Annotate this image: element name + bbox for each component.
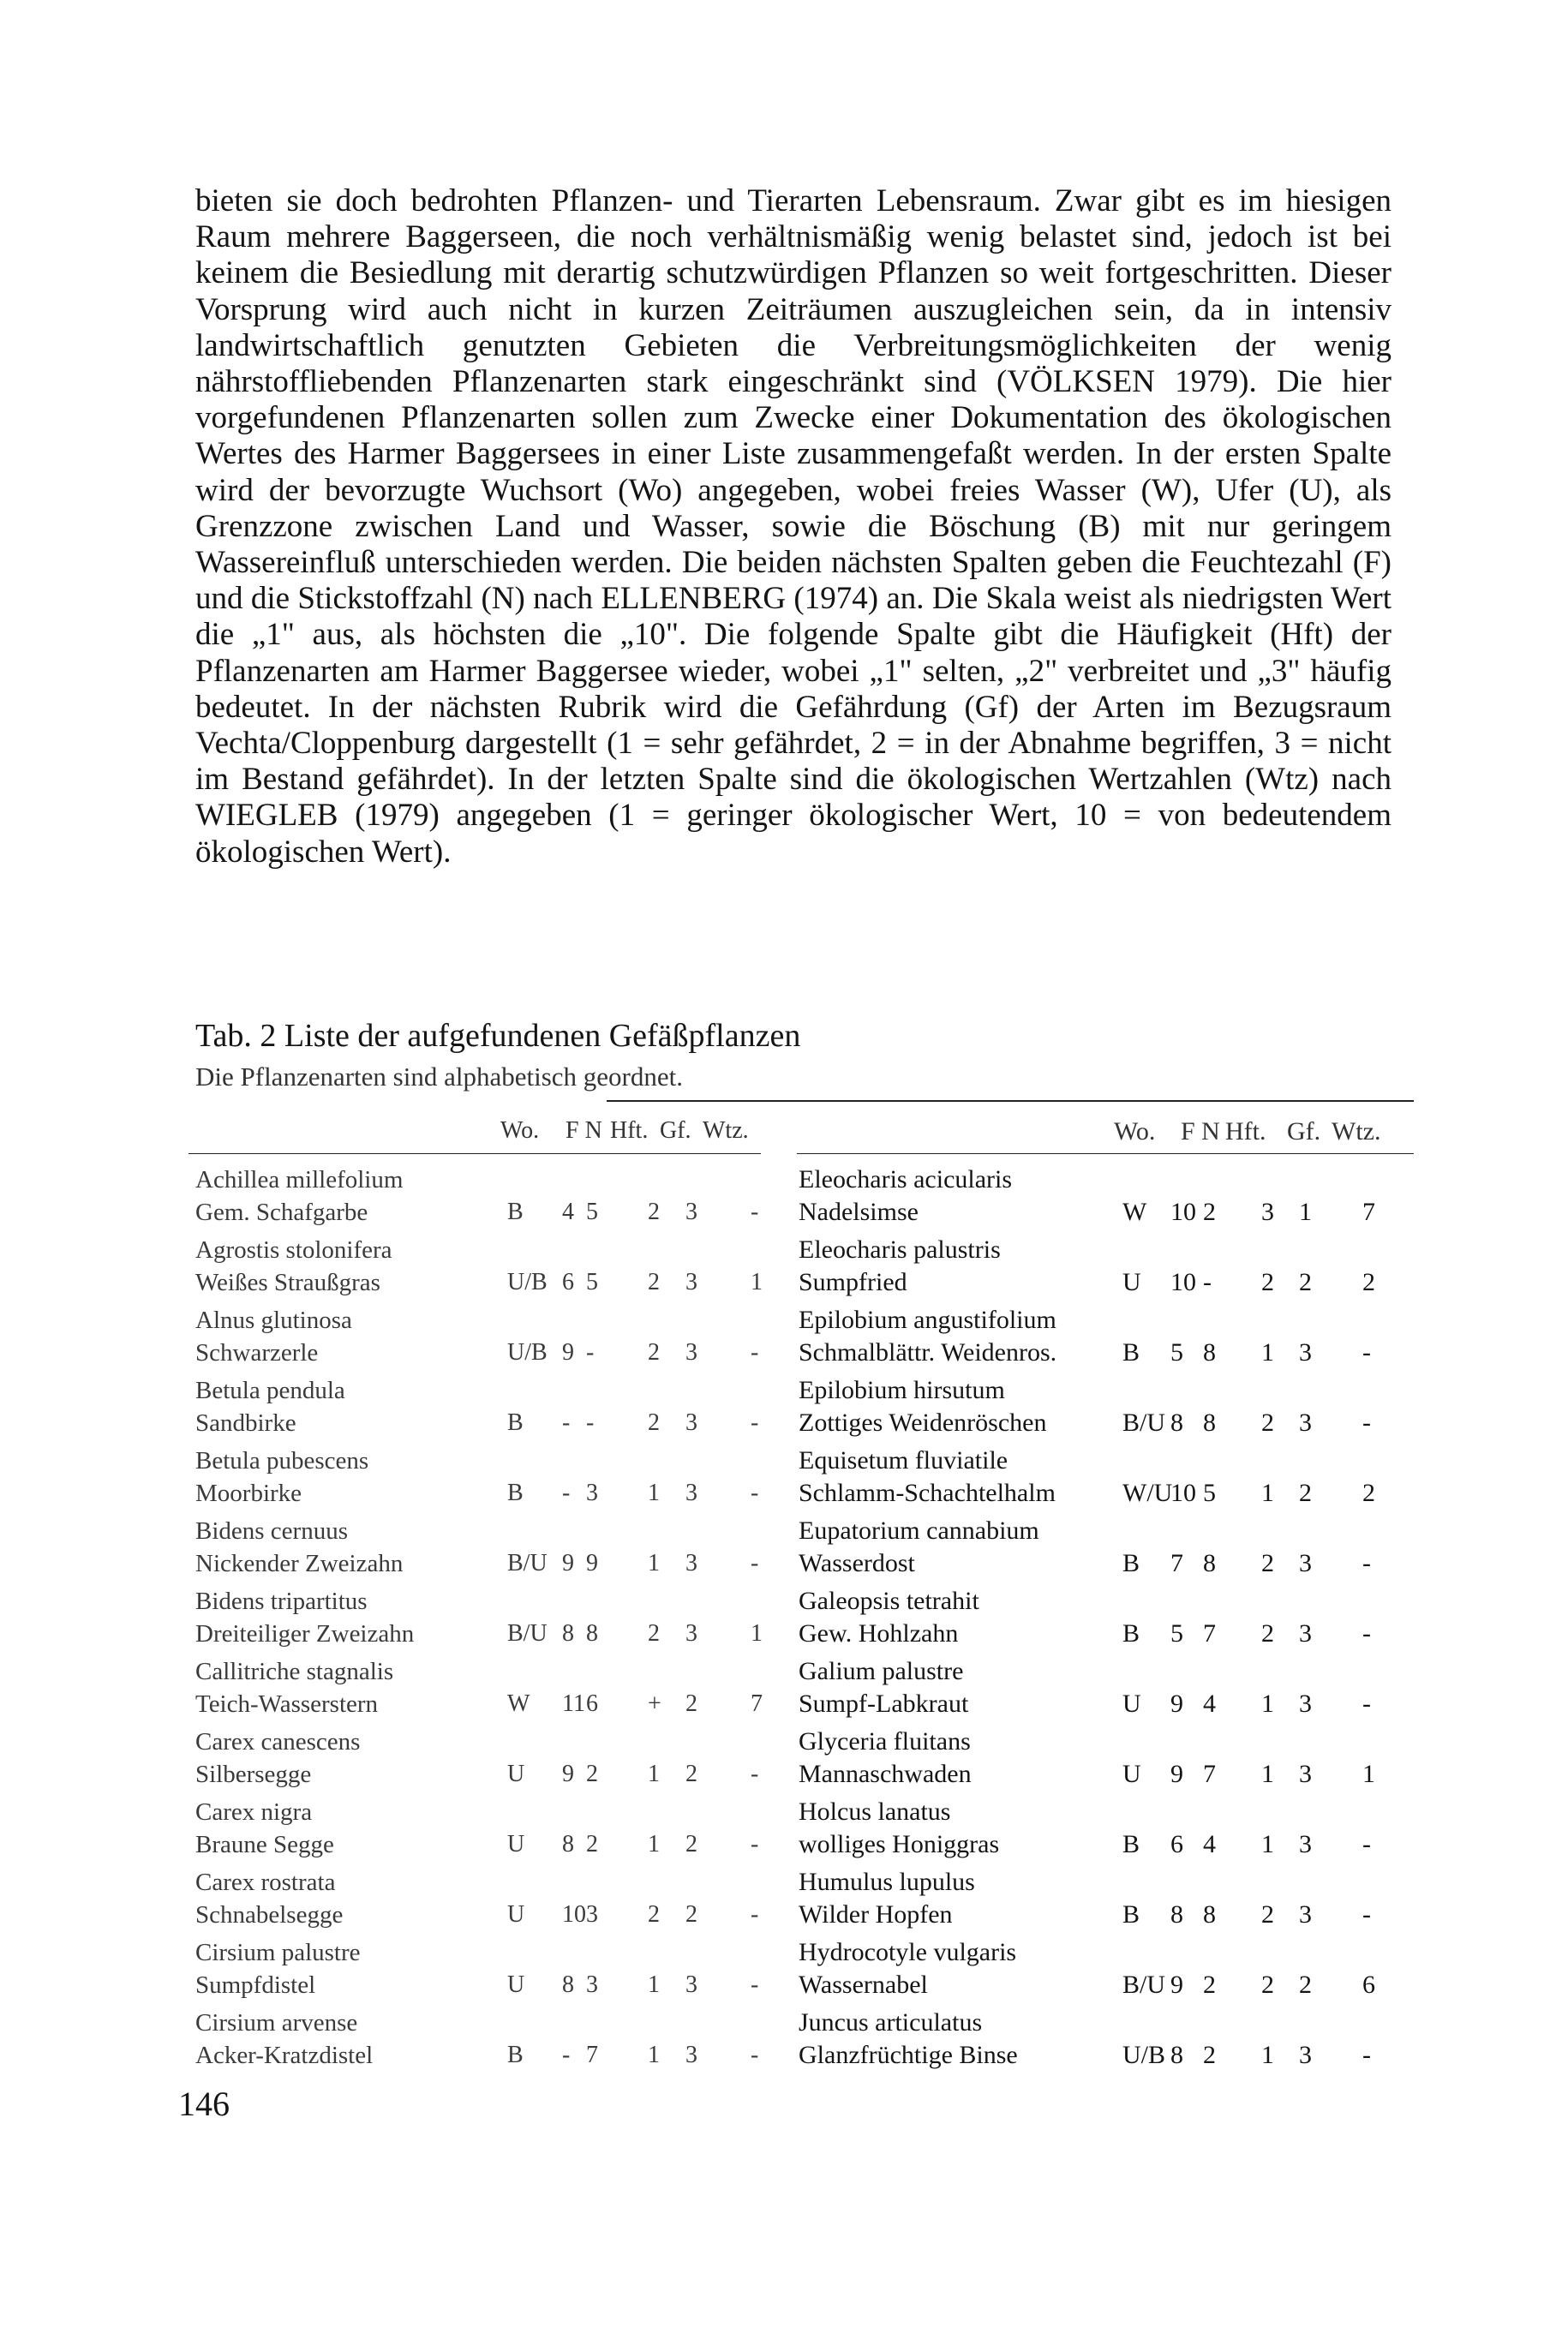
species-latin-name: Galeopsis tetrahit (799, 1587, 979, 1615)
cell-wtz: - (751, 1971, 759, 1998)
table-row (0, 1938, 1457, 2008)
cell-hft: 2 (648, 1339, 660, 1366)
cell-f: 9 (1170, 1690, 1183, 1718)
cell-wtz: - (1362, 1900, 1371, 1929)
species-common-name: Gew. Hohlzahn (799, 1619, 959, 1648)
cell-gf: 3 (1299, 1338, 1312, 1367)
cell-wo: U (507, 1831, 525, 1857)
cell-wtz: 2 (1362, 1268, 1375, 1296)
cell-gf: 2 (1299, 1268, 1312, 1296)
species-latin-name: Eleocharis palustris (799, 1235, 1001, 1264)
table-top-rule (607, 1100, 1414, 1102)
table-caption: Tab. 2 Liste der aufgefundenen Gefäßpflanzen (195, 1018, 801, 1054)
species-latin-name: Eleocharis acicularis (799, 1165, 1013, 1193)
table-row (0, 1587, 1457, 1657)
cell-gf: 2 (1299, 1479, 1312, 1507)
cell-f: 6 (1170, 1830, 1183, 1858)
right-header-rule (797, 1153, 1414, 1154)
left-header-wtz: Wtz. (703, 1117, 749, 1144)
species-latin-name: Galium palustre (799, 1657, 964, 1685)
cell-hft: 1 (648, 1550, 660, 1576)
body-paragraph: bieten sie doch bedrohten Pflanzen- und Tierarten Lebensraum. Zwar gibt es im hiesigen Raum mehrere Baggerseen, die noch verhältnismäßig wenig belastet sind, jedoch ist bei keinem die Besiedlung mit derartig schutzwürdigen Pflanzen so weit fortgeschritten. Dieser Vorsprung wird auch nicht in kurzen Zeiträumen auszugleichen sein, da in intensiv landwirtschaftlich genutzten Gebieten die Verbreitungsmöglichkeiten der wenig nährstoffliebenden Pflanzenarten stark eingeschränkt sind (VÖLKSEN 1979). Die hier vorgefundenen Pflanzenarten sollen zum Zwecke einer Dokumentation des ökologischen Wertes des Harmer Baggersees in einer Liste zusammengefaßt werden. In der ersten Spalte wird der bevorzugte Wuchsort (Wo) angegeben, wobei freies Wasser (W), Ufer (U), als Grenzzone zwischen Land und Wasser, sowie die Böschung (B) mit nur geringem Wassereinfluß unterschieden werden. Die beiden nächsten Spalten geben die Feuchtezahl (F) und die Stickstoffzahl (N) nach ELLENBERG (1974) an. Die Skala weist als niedrigsten Wert die „1" aus, als höchsten die „10". Die folgende Spalte gibt die Häufigkeit (Hft) der Pflanzenarten am Harmer Baggersee wieder, wobei „1" selten, „2" verbreitet und „3" häufig bedeutet. In der nächsten Rubrik wird die Gefährdung (Gf) der Arten im Bezugsraum Vechta/Cloppenburg dargestellt (1 = sehr gefährdet, 2 = in der Abnahme begriffen, 3 = nicht im Bestand gefährdet). In der letzten Spalte sind die ökologischen Wertzahlen (Wtz) nach WIEGLEB (1979) angegeben (1 = geringer ökologischer Wert, 10 = von bedeutendem ökologischen Wert). (195, 183, 1391, 870)
cell-gf: 2 (685, 1901, 697, 1928)
right-header-wtz: Wtz. (1332, 1117, 1381, 1146)
species-latin-name: Callitriche stagnalis (195, 1658, 394, 1685)
left-header-fn: F N (566, 1117, 602, 1144)
species-latin-name: Equisetum fluviatile (799, 1446, 1008, 1475)
cell-wo: B (1122, 1830, 1140, 1858)
species-latin-name: Carex canescens (195, 1728, 361, 1756)
table-subcaption: Die Pflanzenarten sind alphabetisch geordnet. (195, 1062, 683, 1092)
species-latin-name: Glyceria fluitans (799, 1727, 971, 1756)
cell-hft: 2 (1261, 1900, 1274, 1929)
cell-f: - (562, 1409, 571, 1436)
cell-wtz: - (1362, 1549, 1371, 1577)
cell-n: 5 (586, 1269, 598, 1295)
cell-n: 2 (1203, 2041, 1216, 2069)
species-common-name: Sumpf-Labkraut (799, 1690, 969, 1718)
cell-wtz: 2 (1362, 1479, 1375, 1507)
cell-n: 7 (1203, 1760, 1216, 1788)
cell-gf: 1 (1299, 1198, 1312, 1226)
cell-wtz: 7 (751, 1690, 763, 1717)
cell-wo: B (1122, 1338, 1140, 1367)
cell-wo: B/U (507, 1550, 548, 1576)
cell-gf: 3 (685, 1409, 697, 1436)
cell-wtz: - (751, 1199, 759, 1225)
table-row (0, 1306, 1457, 1376)
cell-wtz: - (1362, 2041, 1371, 2069)
cell-n: 2 (586, 1761, 598, 1787)
cell-gf: 3 (685, 1550, 697, 1576)
cell-f: 10 (562, 1901, 586, 1928)
cell-gf: 3 (1299, 1760, 1312, 1788)
right-header-gf: Gf. (1287, 1117, 1321, 1146)
species-latin-name: Cirsium palustre (195, 1939, 361, 1966)
cell-f: 8 (1170, 2041, 1183, 2069)
cell-f: - (562, 1480, 571, 1506)
cell-hft: 2 (648, 1269, 660, 1295)
cell-hft: 2 (1261, 1619, 1274, 1648)
cell-wo: U/B (1122, 2041, 1166, 2069)
table-row (0, 1798, 1457, 1868)
species-common-name: Teich-Wasserstern (195, 1690, 379, 1718)
cell-f: 5 (1170, 1338, 1183, 1367)
cell-wo: B (507, 1409, 524, 1436)
cell-f: 9 (562, 1550, 574, 1576)
table-row (0, 1235, 1457, 1306)
species-latin-name: Bidens tripartitus (195, 1588, 368, 1615)
cell-n: 7 (586, 2042, 598, 2068)
cell-hft: 2 (648, 1901, 660, 1928)
cell-wo: B (1122, 1619, 1140, 1648)
cell-wtz: - (751, 1339, 759, 1366)
page-number: 146 (178, 2085, 230, 2123)
cell-wtz: - (751, 1901, 759, 1928)
species-common-name: Silbersegge (195, 1761, 312, 1788)
cell-f: 9 (1170, 1760, 1183, 1788)
cell-gf: 3 (1299, 1549, 1312, 1577)
species-common-name: Gem. Schafgarbe (195, 1199, 368, 1226)
cell-hft: 1 (648, 1971, 660, 1998)
species-common-name: Schwarzerle (195, 1339, 319, 1367)
species-common-name: Sumpfried (799, 1268, 907, 1296)
cell-wo: U (1122, 1268, 1141, 1296)
cell-n: 3 (586, 1971, 598, 1998)
cell-wo: U (1122, 1760, 1141, 1788)
cell-wo: W (1122, 1198, 1147, 1226)
left-header-rule (189, 1153, 761, 1154)
cell-n: 7 (1203, 1619, 1216, 1648)
cell-wtz: - (1362, 1619, 1371, 1648)
cell-wtz: - (751, 1480, 759, 1506)
left-header-wo: Wo. (500, 1117, 540, 1144)
cell-wtz: 6 (1362, 1971, 1375, 1999)
species-latin-name: Holcus lanatus (799, 1798, 951, 1826)
species-latin-name: Alnus glutinosa (195, 1307, 352, 1334)
cell-gf: 2 (685, 1761, 697, 1787)
cell-hft: 1 (1261, 1479, 1274, 1507)
species-latin-name: Betula pendula (195, 1377, 345, 1404)
cell-wo: B (507, 1199, 524, 1225)
cell-gf: 3 (685, 1199, 697, 1225)
species-common-name: Acker-Kratzdistel (195, 2042, 374, 2069)
species-common-name: Sumpfdistel (195, 1971, 316, 1999)
cell-n: 2 (586, 1831, 598, 1857)
cell-n: 4 (1203, 1830, 1216, 1858)
cell-wtz: - (1362, 1409, 1371, 1437)
cell-f: 8 (562, 1620, 574, 1647)
cell-f: 9 (1170, 1971, 1183, 1999)
right-header-wo: Wo. (1114, 1117, 1156, 1146)
cell-f: 8 (1170, 1409, 1183, 1437)
cell-gf: 3 (685, 1480, 697, 1506)
species-latin-name: Humulus lupulus (799, 1868, 975, 1896)
species-latin-name: Achillea millefolium (195, 1166, 404, 1193)
species-common-name: wolliges Honiggras (799, 1830, 1000, 1858)
cell-hft: 1 (1261, 1690, 1274, 1718)
species-common-name: Moorbirke (195, 1480, 302, 1507)
cell-wtz: - (751, 1409, 759, 1436)
species-latin-name: Hydrocotyle vulgaris (799, 1938, 1017, 1966)
cell-n: - (1203, 1268, 1212, 1296)
cell-n: 8 (1203, 1900, 1216, 1929)
species-latin-name: Betula pubescens (195, 1447, 369, 1475)
cell-gf: 3 (685, 1971, 697, 1998)
cell-wo: U (507, 1971, 525, 1998)
cell-n: 6 (586, 1690, 598, 1717)
cell-gf: 3 (1299, 1619, 1312, 1648)
species-latin-name: Cirsium arvense (195, 2009, 358, 2037)
cell-gf: 2 (685, 1690, 697, 1717)
cell-n: 2 (1203, 1198, 1216, 1226)
cell-n: - (586, 1409, 595, 1436)
cell-wo: U/B (507, 1339, 548, 1366)
species-latin-name: Juncus articulatus (799, 2008, 983, 2037)
species-common-name: Sandbirke (195, 1409, 296, 1437)
cell-hft: 2 (1261, 1409, 1274, 1437)
cell-f: 10 (1170, 1268, 1196, 1296)
cell-n: 8 (1203, 1549, 1216, 1577)
table-row (0, 2008, 1457, 2079)
species-common-name: Mannaschwaden (799, 1760, 972, 1788)
species-common-name: Nadelsimse (799, 1198, 919, 1226)
cell-wtz: - (1362, 1338, 1371, 1367)
table-row (0, 1868, 1457, 1938)
cell-wtz: - (751, 2042, 759, 2068)
species-latin-name: Carex rostrata (195, 1869, 336, 1896)
cell-wtz: 1 (1362, 1760, 1375, 1788)
cell-gf: 3 (1299, 2041, 1312, 2069)
cell-hft: 3 (1261, 1198, 1274, 1226)
cell-gf: 3 (685, 2042, 697, 2068)
cell-gf: 3 (1299, 1690, 1312, 1718)
cell-n: 4 (1203, 1690, 1216, 1718)
cell-f: 9 (562, 1761, 574, 1787)
cell-wtz: - (751, 1761, 759, 1787)
cell-wo: B (1122, 1549, 1140, 1577)
cell-n: 9 (586, 1550, 598, 1576)
cell-n: 8 (586, 1620, 598, 1647)
cell-hft: 2 (648, 1620, 660, 1647)
species-common-name: Nickender Zweizahn (195, 1550, 404, 1577)
cell-wtz: - (1362, 1830, 1371, 1858)
species-common-name: Wilder Hopfen (799, 1900, 953, 1929)
cell-f: 4 (562, 1199, 574, 1225)
species-latin-name: Epilobium angustifolium (799, 1306, 1056, 1334)
cell-f: 8 (1170, 1900, 1183, 1929)
cell-f: 6 (562, 1269, 574, 1295)
cell-n: 3 (586, 1901, 598, 1928)
right-header-hft: Hft. (1225, 1117, 1266, 1146)
species-common-name: Zottiges Weidenröschen (799, 1409, 1047, 1437)
cell-gf: 3 (1299, 1830, 1312, 1858)
species-latin-name: Eupatorium cannabium (799, 1516, 1039, 1545)
cell-wo: B/U (507, 1620, 548, 1647)
species-common-name: Wasserdost (799, 1549, 915, 1577)
cell-gf: 3 (685, 1339, 697, 1366)
cell-wo: B (1122, 1900, 1140, 1929)
table-row (0, 1376, 1457, 1446)
cell-f: 11 (562, 1690, 585, 1717)
cell-wo: B/U (1122, 1971, 1166, 1999)
cell-f: 10 (1170, 1479, 1196, 1507)
cell-hft: 1 (1261, 1338, 1274, 1367)
cell-gf: 3 (685, 1269, 697, 1295)
cell-wo: B/U (1122, 1409, 1166, 1437)
species-latin-name: Epilobium hirsutum (799, 1376, 1005, 1404)
cell-n: 3 (586, 1480, 598, 1506)
cell-n: 8 (1203, 1338, 1216, 1367)
species-common-name: Weißes Straußgras (195, 1269, 380, 1296)
cell-hft: 1 (1261, 1760, 1274, 1788)
cell-gf: 3 (1299, 1409, 1312, 1437)
cell-wtz: 1 (751, 1620, 763, 1647)
table-row (0, 1727, 1457, 1798)
cell-gf: 2 (685, 1831, 697, 1857)
species-common-name: Dreiteiliger Zweizahn (195, 1620, 415, 1648)
cell-n: - (586, 1339, 595, 1366)
cell-wo: W/U (1122, 1479, 1173, 1507)
species-latin-name: Bidens cernuus (195, 1517, 348, 1545)
cell-hft: 1 (648, 1831, 660, 1857)
cell-hft: 2 (1261, 1268, 1274, 1296)
species-common-name: Glanzfrüchtige Binse (799, 2041, 1018, 2069)
cell-f: 7 (1170, 1549, 1183, 1577)
table-row (0, 1165, 1457, 1235)
cell-wo: B (507, 1480, 524, 1506)
cell-wtz: - (751, 1550, 759, 1576)
cell-hft: 2 (1261, 1971, 1274, 1999)
cell-hft: 1 (648, 1480, 660, 1506)
cell-wo: W (507, 1690, 530, 1717)
cell-wo: U (507, 1761, 525, 1787)
cell-hft: 2 (648, 1199, 660, 1225)
table-row (0, 1516, 1457, 1587)
cell-n: 5 (1203, 1479, 1216, 1507)
cell-hft: 1 (648, 2042, 660, 2068)
cell-f: 5 (1170, 1619, 1183, 1648)
cell-f: 8 (562, 1831, 574, 1857)
species-latin-name: Carex nigra (195, 1798, 313, 1826)
cell-wtz: 1 (751, 1269, 763, 1295)
cell-n: 5 (586, 1199, 598, 1225)
cell-n: 8 (1203, 1409, 1216, 1437)
cell-hft: 2 (1261, 1549, 1274, 1577)
cell-gf: 3 (1299, 1900, 1312, 1929)
left-header-hft: Hft. (610, 1117, 649, 1144)
cell-f: 10 (1170, 1198, 1196, 1226)
species-common-name: Schmalblättr. Weidenros. (799, 1338, 1057, 1367)
cell-wo: U (507, 1901, 525, 1928)
cell-wo: U/B (507, 1269, 548, 1295)
cell-f: 8 (562, 1971, 574, 1998)
cell-f: 9 (562, 1339, 574, 1366)
cell-n: 2 (1203, 1971, 1216, 1999)
cell-hft: 1 (1261, 1830, 1274, 1858)
cell-wo: B (507, 2042, 524, 2068)
cell-wo: U (1122, 1690, 1141, 1718)
cell-wtz: - (751, 1831, 759, 1857)
table-row (0, 1446, 1457, 1516)
species-common-name: Schlamm-Schachtelhalm (799, 1479, 1056, 1507)
cell-hft: 1 (648, 1761, 660, 1787)
species-common-name: Schnabelsegge (195, 1901, 344, 1929)
species-common-name: Braune Segge (195, 1831, 334, 1858)
cell-wtz: - (1362, 1690, 1371, 1718)
cell-wtz: 7 (1362, 1198, 1375, 1226)
cell-hft: 2 (648, 1409, 660, 1436)
species-common-name: Wassernabel (799, 1971, 928, 1999)
cell-hft: + (648, 1690, 661, 1717)
table-row (0, 1657, 1457, 1727)
cell-gf: 3 (685, 1620, 697, 1647)
right-header-fn: F N (1181, 1117, 1220, 1146)
cell-f: - (562, 2042, 571, 2068)
cell-gf: 2 (1299, 1971, 1312, 1999)
cell-hft: 1 (1261, 2041, 1274, 2069)
left-header-gf: Gf. (660, 1117, 691, 1144)
species-latin-name: Agrostis stolonifera (195, 1236, 392, 1264)
